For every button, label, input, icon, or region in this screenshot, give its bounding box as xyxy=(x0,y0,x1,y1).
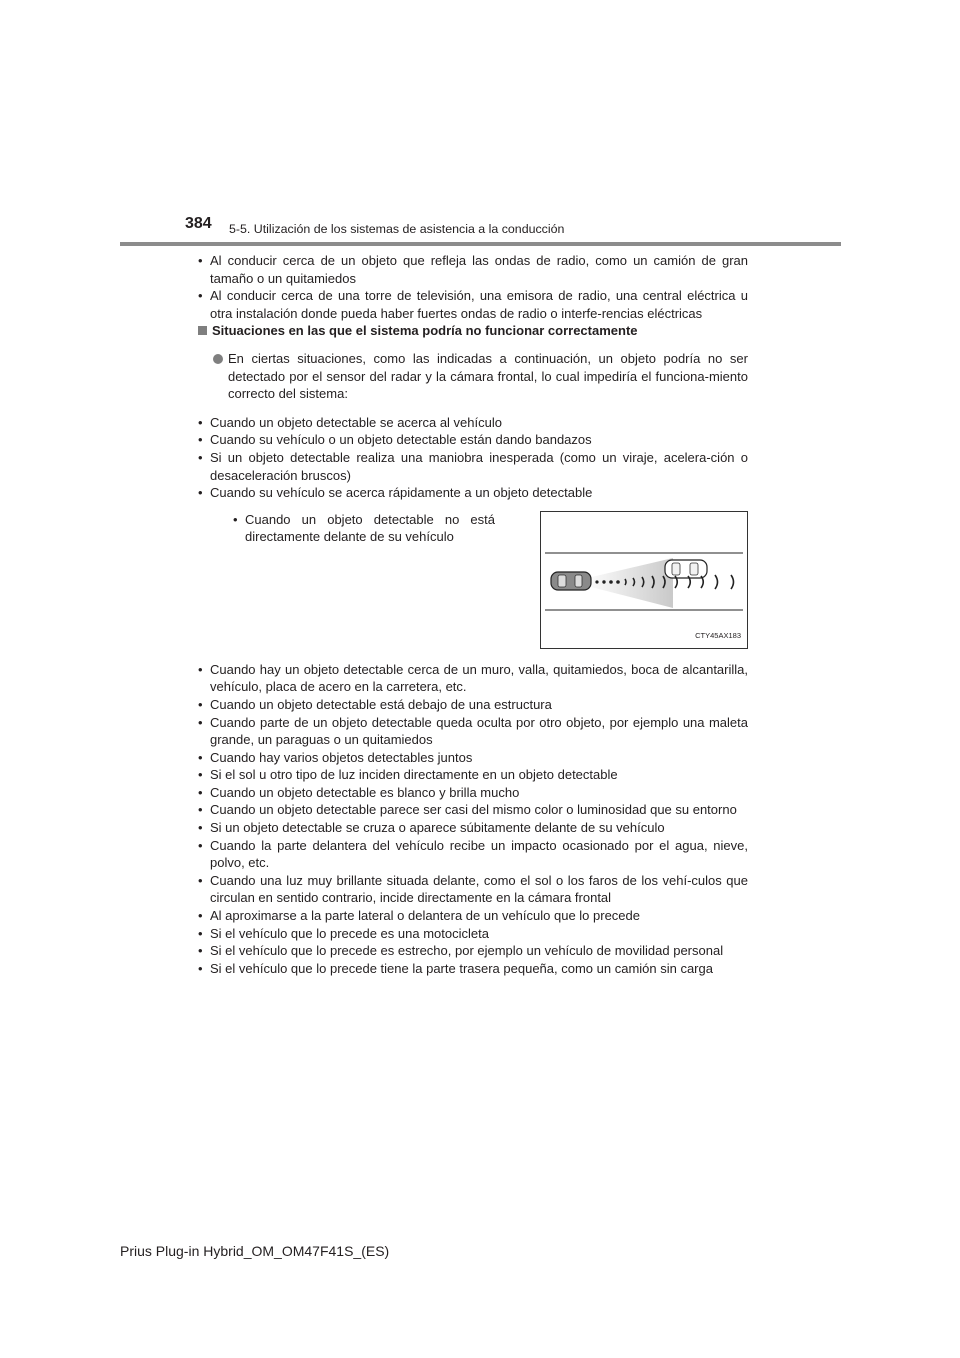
page-content xyxy=(197,252,748,977)
list-item: • Cuando la parte delantera del vehículo recibe un impacto ocasionado por el agua, nieve, polvo, etc. xyxy=(197,837,748,872)
list-item: • Si el vehículo que lo precede es una motocicleta xyxy=(197,925,748,943)
list-item: • Si un objeto detectable se cruza o aparece súbitamente delante de su vehículo xyxy=(197,819,748,837)
intro-paragraph xyxy=(197,350,748,403)
figure-code: CTY45AX183 xyxy=(695,631,741,641)
circle-bullet-icon xyxy=(213,354,223,364)
radar-illustration xyxy=(540,511,748,649)
header-rule xyxy=(120,242,841,246)
list-item: • Cuando un objeto detectable es blanco y brilla mucho xyxy=(197,784,748,802)
page-number: 384 xyxy=(185,215,212,232)
section-heading xyxy=(197,322,748,340)
list-item: • Al conducir cerca de un objeto que refleja las ondas de radio, como un camión de gran tamaño o un quitamiedos xyxy=(197,252,748,287)
list-item: • Al conducir cerca de una torre de televisión, una emisora de radio, una central eléctrica u otra instalación donde pueda haber fuertes ondas de radio o interfe-rencias eléctricas xyxy=(197,287,748,322)
bullet-list-interference xyxy=(197,252,748,322)
bullet-list-figure xyxy=(232,511,495,649)
square-bullet-icon xyxy=(198,326,207,335)
list-item: • Si el vehículo que lo precede es estrecho, por ejemplo un vehículo de movilidad personal xyxy=(197,942,748,960)
list-item: • Cuando un objeto detectable está debajo de una estructura xyxy=(197,696,748,714)
list-item: • Al aproximarse a la parte lateral o delantera de un vehículo que lo precede xyxy=(197,907,748,925)
figure-row xyxy=(232,511,748,649)
list-item: • Cuando hay un objeto detectable cerca de un muro, valla, quitamiedos, boca de alcantarilla, vehículo, placa de acero en la carretera, etc. xyxy=(197,661,748,696)
list-item: • Cuando una luz muy brillante situada delante, como el sol o los faros de los vehí-culos que circulan en sentido contrario, incide directamente en la cámara frontal xyxy=(197,872,748,907)
list-item: • Cuando hay varios objetos detectables juntos xyxy=(197,749,748,767)
list-item: • Si el sol u otro tipo de luz inciden directamente en un objeto detectable xyxy=(197,766,748,784)
bullet-list-situations xyxy=(197,414,748,502)
bullet-list-more-situations xyxy=(197,661,748,978)
list-item: • Cuando un objeto detectable no está directamente delante de su vehículo xyxy=(232,511,495,546)
list-item: • Si un objeto detectable realiza una maniobra inesperada (como un viraje, acelera-ción o desaceleración bruscos) xyxy=(197,449,748,484)
list-item: • Cuando un objeto detectable se acerca al vehículo xyxy=(197,414,748,432)
target-vehicle-icon xyxy=(665,560,707,578)
list-item: • Cuando su vehículo se acerca rápidamente a un objeto detectable xyxy=(197,484,748,502)
intro-paragraph-text: En ciertas situaciones, como las indicadas a continuación, un objeto podría no ser detectado por el sensor del radar y la cámara frontal, lo cual impediría el funciona-miento correcto del sistema: xyxy=(228,350,748,402)
footer-model-code: Prius Plug-in Hybrid_OM_OM47F41S_(ES) xyxy=(120,1243,390,1259)
list-item: • Cuando un objeto detectable parece ser casi del mismo color o luminosidad que su entorno xyxy=(197,801,748,819)
list-item: • Cuando su vehículo o un objeto detectable están dando bandazos xyxy=(197,431,748,449)
own-vehicle-icon xyxy=(551,572,591,590)
section-title: 5-5. Utilización de los sistemas de asistencia a la conducción xyxy=(229,222,565,236)
list-item: • Si el vehículo que lo precede tiene la parte trasera pequeña, como un camión sin carga xyxy=(197,960,748,978)
list-item: • Cuando parte de un objeto detectable queda oculta por otro objeto, por ejemplo una maleta grande, un paraguas o un quitamiedos xyxy=(197,714,748,749)
section-heading-text: Situaciones en las que el sistema podría no funcionar correctamente xyxy=(212,323,638,339)
